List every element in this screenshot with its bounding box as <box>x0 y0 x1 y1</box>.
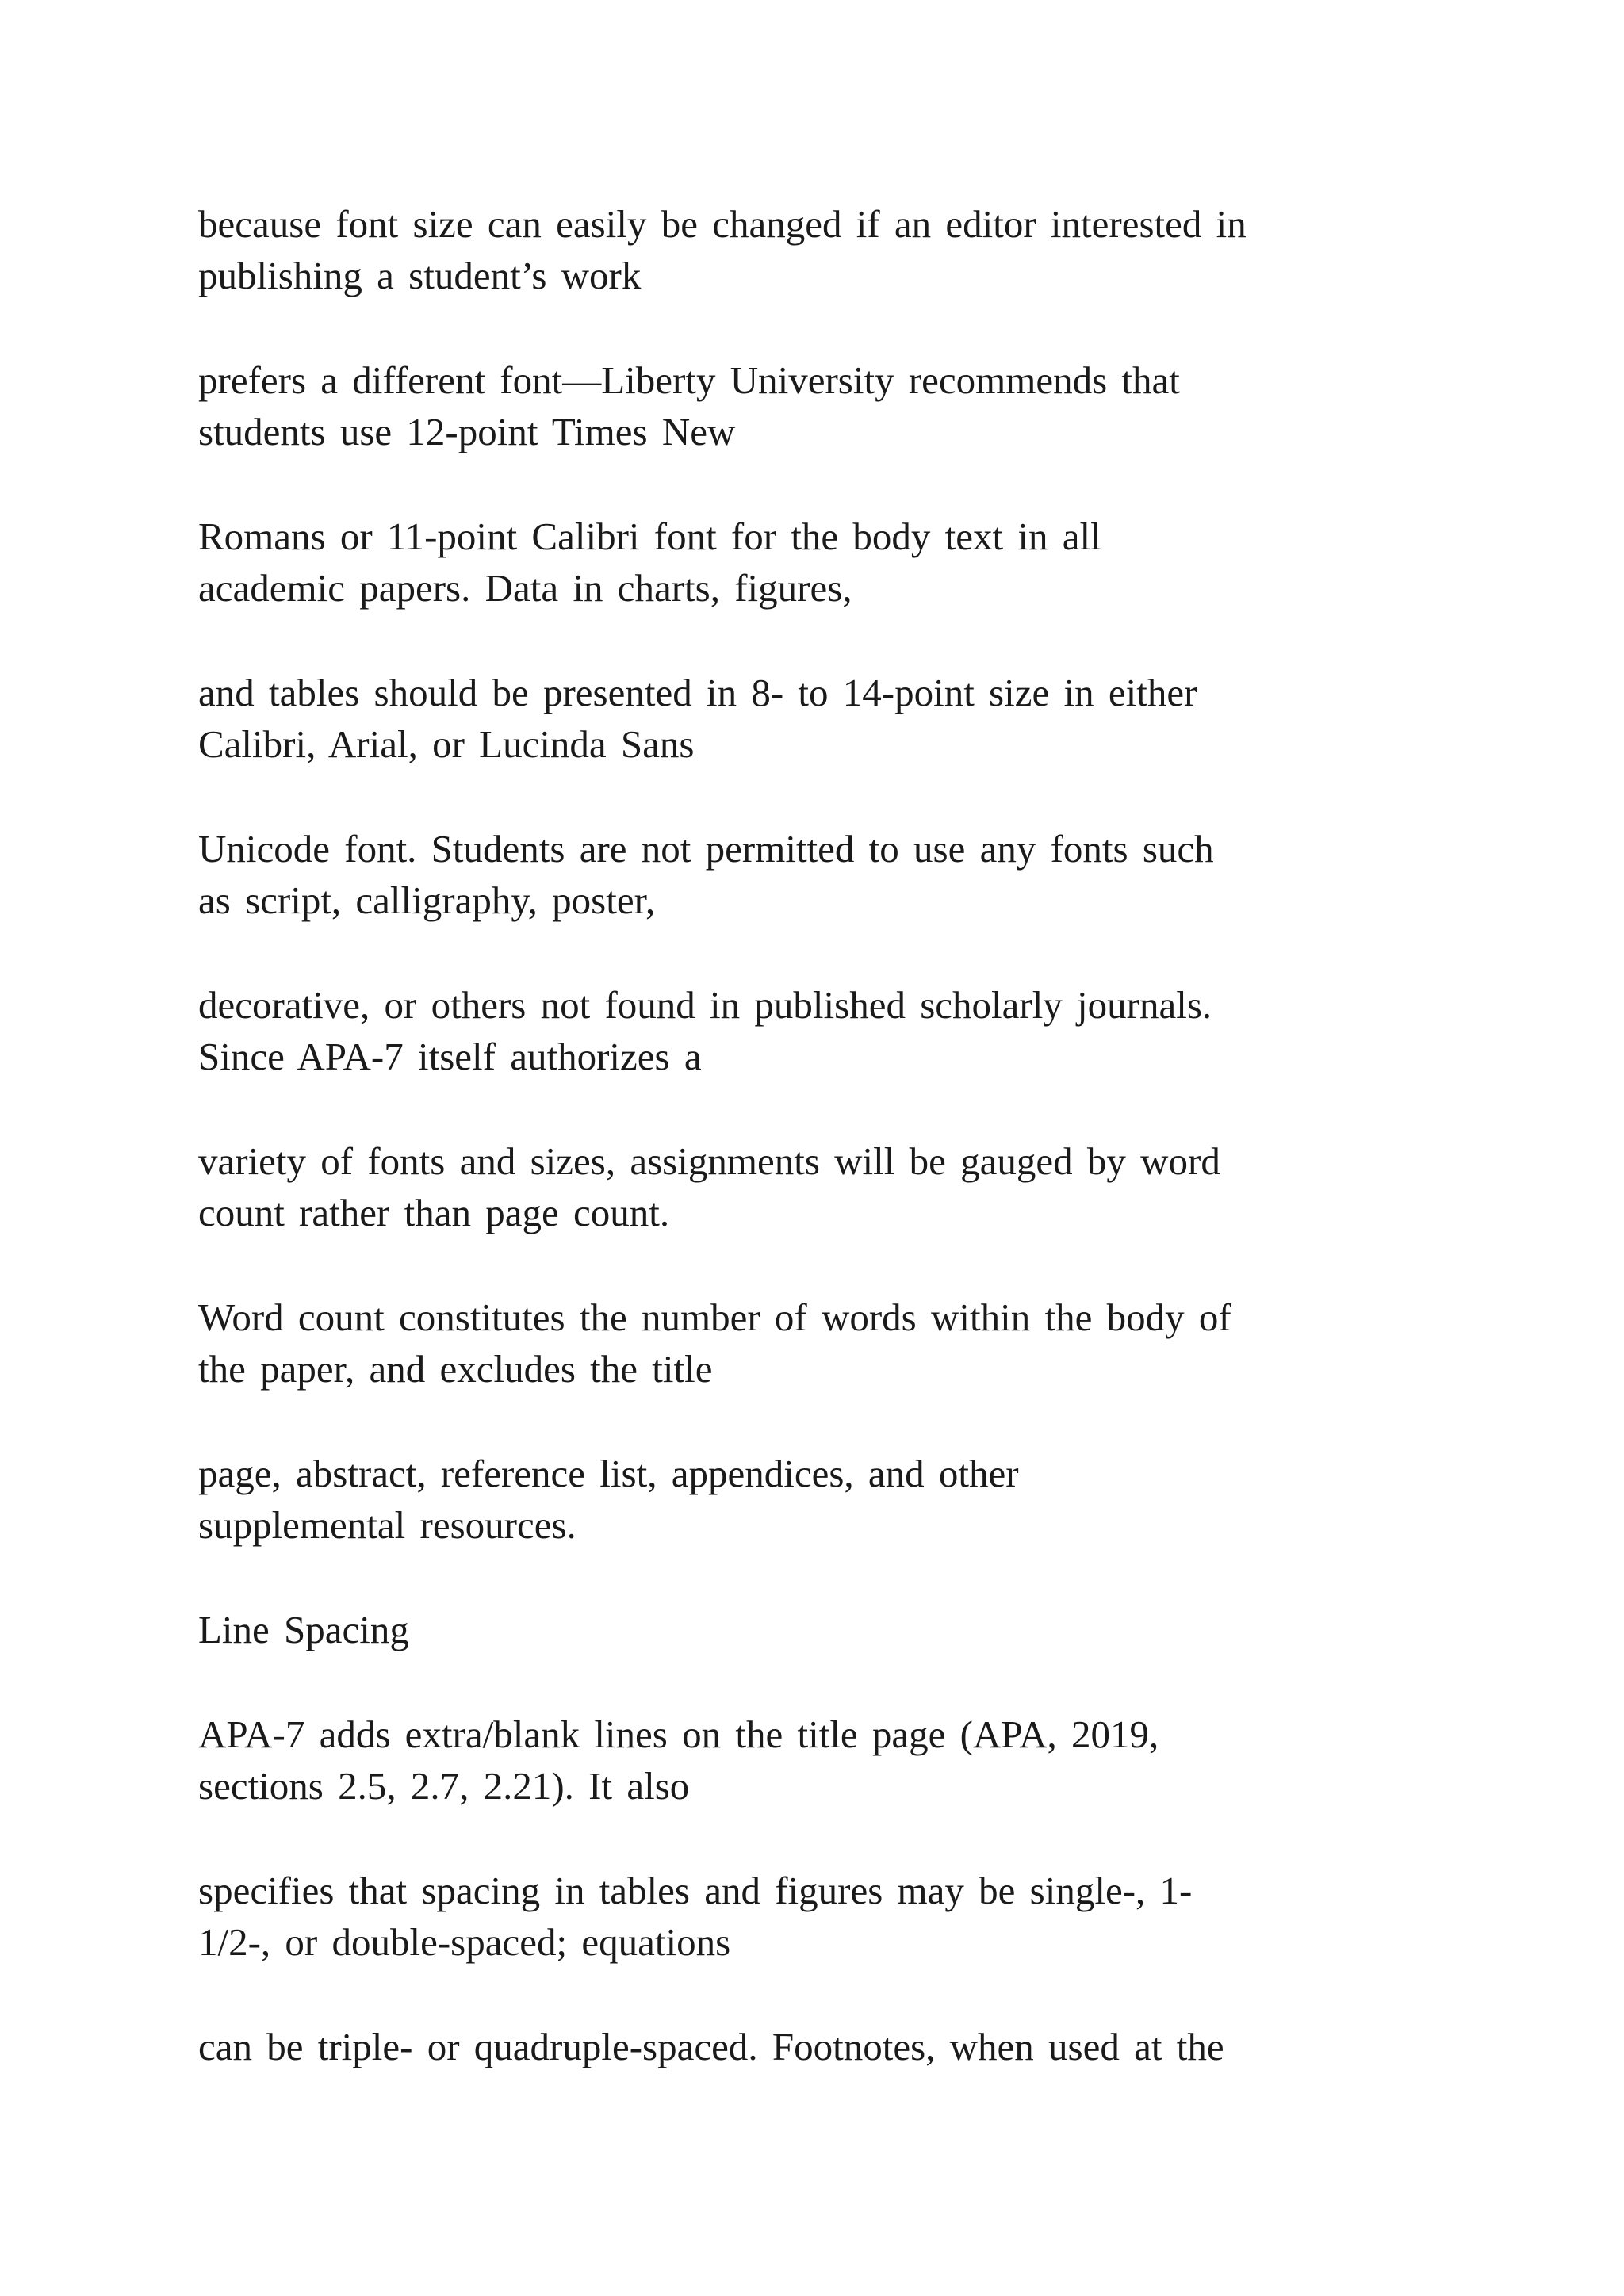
text-line: prefers a different font—Liberty University recommends that <box>198 358 1180 402</box>
text-line: APA-7 adds extra/blank lines on the title page (APA, 2019, <box>198 1712 1159 1756</box>
text-line: Word count constitutes the number of words within the body of <box>198 1295 1231 1339</box>
paragraph <box>198 1709 1451 1812</box>
text-line: academic papers. Data in charts, figures, <box>198 566 852 610</box>
text-line: supplemental resources. <box>198 1503 576 1547</box>
paragraph <box>198 198 1451 301</box>
text-line: page, abstract, reference list, appendices, and other <box>198 1452 1019 1495</box>
text-line: and tables should be presented in 8- to 14-point size in either <box>198 671 1197 714</box>
paragraph <box>198 2021 1451 2072</box>
text-line: Unicode font. Students are not permitted to use any fonts such <box>198 827 1214 871</box>
text-line: because font size can easily be changed if an editor interested in <box>198 202 1247 246</box>
heading-line: Line Spacing <box>198 1608 409 1651</box>
paragraph <box>198 667 1451 770</box>
text-line: sections 2.5, 2.7, 2.21). It also <box>198 1764 690 1808</box>
text-line: specifies that spacing in tables and figures may be single-, 1- <box>198 1869 1193 1912</box>
text-line: as script, calligraphy, poster, <box>198 878 656 922</box>
text-line: students use 12-point Times New <box>198 410 736 453</box>
text-line: the paper, and excludes the title <box>198 1347 713 1391</box>
section-heading <box>198 1604 1451 1655</box>
document-body <box>198 198 1451 2072</box>
paragraph <box>198 1135 1451 1238</box>
text-line: variety of fonts and sizes, assignments will be gauged by word <box>198 1139 1220 1183</box>
paragraph <box>198 1865 1451 1968</box>
paragraph <box>198 823 1451 926</box>
paragraph <box>198 1292 1451 1395</box>
paragraph <box>198 1448 1451 1551</box>
paragraph <box>198 979 1451 1082</box>
paragraph <box>198 511 1451 614</box>
text-line: decorative, or others not found in published scholarly journals. <box>198 983 1212 1027</box>
text-line: Calibri, Arial, or Lucinda Sans <box>198 722 695 766</box>
text-line: 1/2-, or double-spaced; equations <box>198 1920 731 1964</box>
paragraph <box>198 354 1451 457</box>
text-line: can be triple- or quadruple-spaced. Footnotes, when used at the <box>198 2025 1224 2068</box>
text-line: Since APA-7 itself authorizes a <box>198 1035 702 1078</box>
text-line: Romans or 11-point Calibri font for the body text in all <box>198 515 1101 558</box>
text-line: count rather than page count. <box>198 1191 670 1234</box>
text-line: publishing a student’s work <box>198 254 642 297</box>
